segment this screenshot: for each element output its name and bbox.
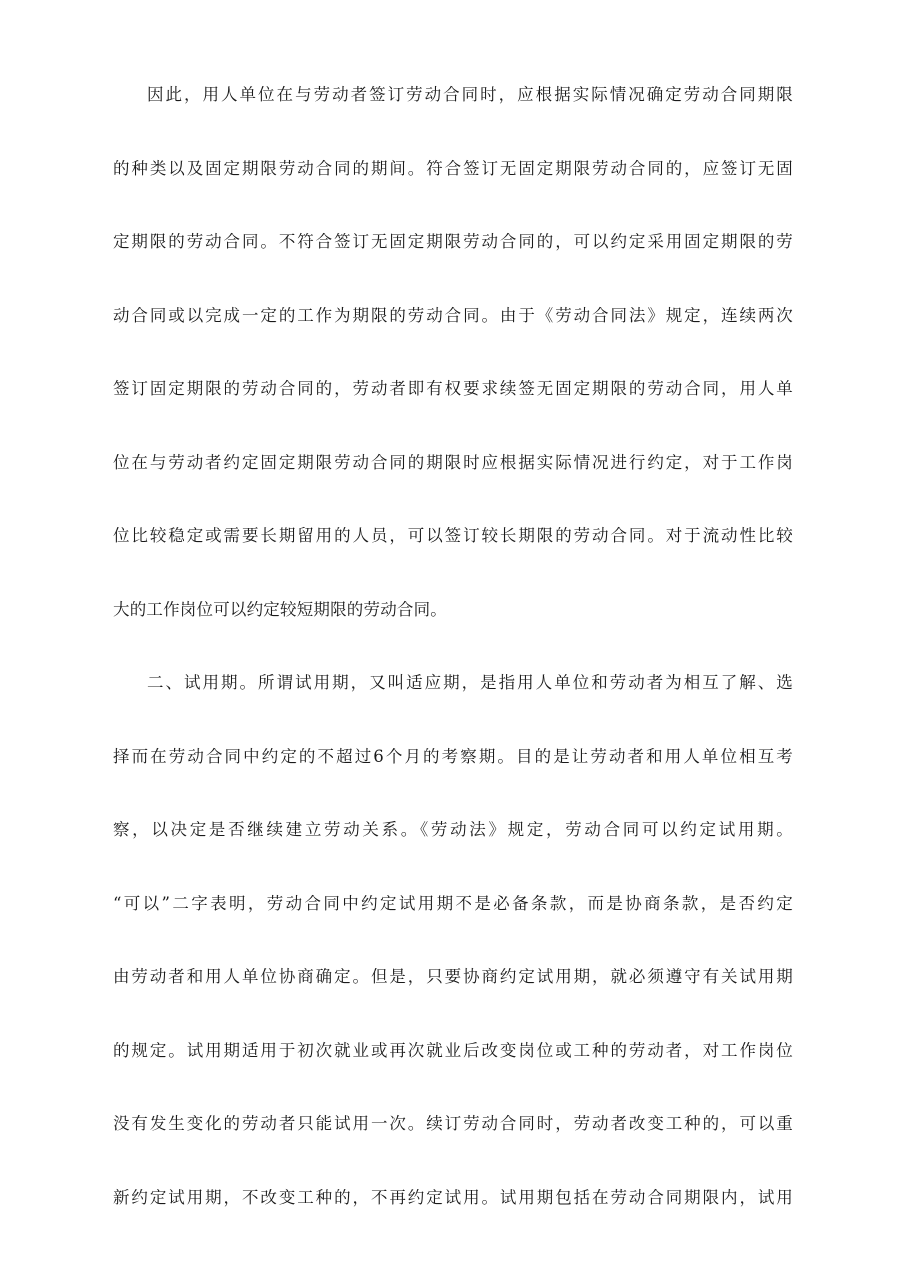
text-line-8: 大的工作岗位可以约定较短期限的劳动合同。 [113, 599, 447, 619]
text-line-5: 签订固定期限的劳动合同的，劳动者即有权要求续签无固定期限的劳动合同，用人单 [113, 379, 793, 398]
text-line-7: 位比较稳定或需要长期留用的人员，可以签订较长期限的劳动合同。对于流动性比较 [113, 526, 793, 545]
text-line-9: 二、试用期。所谓试用期，又叫适应期，是指用人单位和劳动者为相互了解、选 [147, 673, 793, 692]
document-body [113, 72, 793, 1248]
text-line-12: “可以”二字表明，劳动合同中约定试用期不是必备条款，而是协商条款，是否约定 [113, 893, 793, 913]
text-line-4: 动合同或以完成一定的工作为期限的劳动合同。由于《劳动合同法》规定，连续两次 [113, 305, 793, 325]
text-line-11: 察，以决定是否继续建立劳动关系。《劳动法》规定，劳动合同可以约定试用期。 [113, 820, 793, 839]
text-line-1: 因此，用人单位在与劳动者签订劳动合同时，应根据实际情况确定劳动合同期限 [147, 85, 793, 104]
text-line-3: 定期限的劳动合同。不符合签订无固定期限劳动合同的，可以约定采用固定期限的劳 [113, 232, 793, 251]
text-line-16: 新约定试用期，不改变工种的，不再约定试用。试用期包括在劳动合同期限内，试用 [113, 1187, 793, 1207]
text-line-14: 的规定。试用期适用于初次就业或再次就业后改变岗位或工种的劳动者，对工作岗位 [113, 1040, 793, 1060]
text-line-10: 择而在劳动合同中约定的不超过6个月的考察期。目的是让劳动者和用人单位相互考 [113, 746, 793, 766]
text-line-13: 由劳动者和用人单位协商确定。但是，只要协商约定试用期，就必须遵守有关试用期 [113, 967, 793, 986]
text-line-2: 的种类以及固定期限劳动合同的期间。符合签订无固定期限劳动合同的，应签订无固 [113, 158, 793, 178]
text-line-15: 没有发生变化的劳动者只能试用一次。续订劳动合同时，劳动者改变工种的，可以重 [113, 1114, 793, 1133]
text-line-6: 位在与劳动者约定固定期限劳动合同的期限时应根据实际情况进行约定，对于工作岗 [113, 452, 793, 472]
